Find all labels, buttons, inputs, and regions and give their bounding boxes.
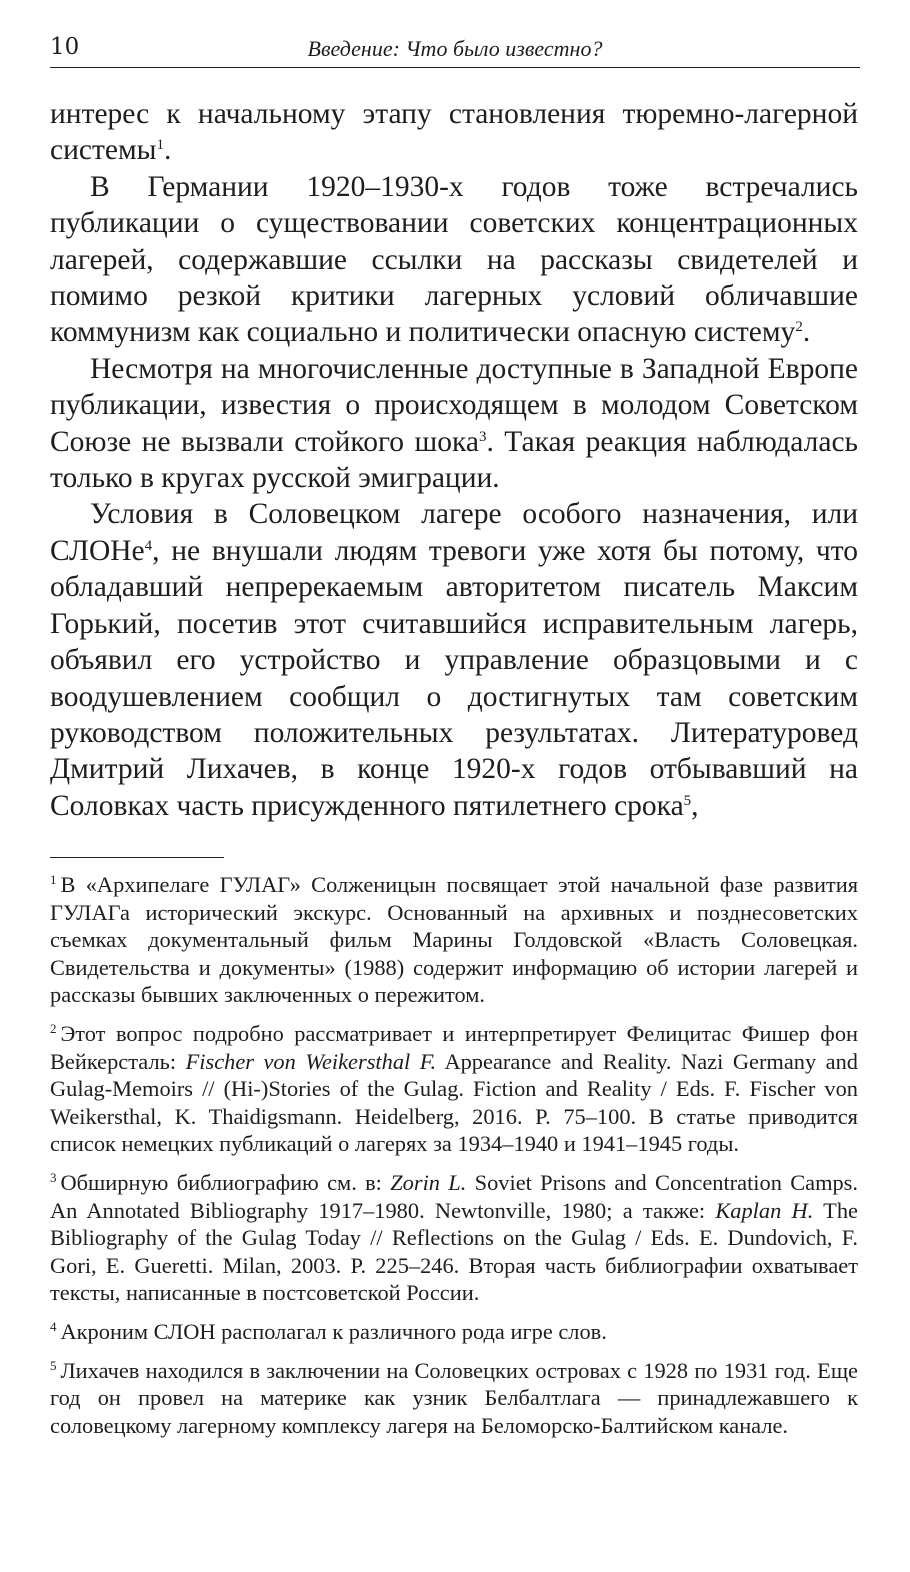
footnotes: [50, 866, 858, 1445]
page-number: 10: [50, 34, 80, 60]
paragraph-2: В Германии 1920–1930-х годов тоже встречались публикации о существовании советских концентрационных лагерей, содержавшие ссылки на рассказы свидетелей и помимо резкой критики лагерных условий обличавшие коммунизм как социально и политически опасную систему$^2$.: [50, 170, 858, 349]
paragraph-1: интерес к начальному этапу становления тюремно-лагерной системы$^1$.: [50, 98, 858, 167]
footnote-number: 5: [50, 1357, 57, 1373]
footnote-number: 4: [50, 1318, 57, 1334]
footnote-separator: [50, 857, 224, 858]
footnote-3: $^3$ Обширную библиографию см. в: Zorin L. Soviet Prisons and Concentration Camps. An Annotated Bibliography 1917–1980. Newtonville, 1980; а также: Kaplan H. The Bibliography of the Gulag Today // Reflections on the Gulag / Eds. E. Dundovich, F. Gori, E. Gueretti. Milan, 2003. P. 225–246. Вторая часть библиографии охватывает тексты, написанные в постсоветской России.: [50, 1169, 858, 1306]
footnote-ref-1[interactable]: 1: [156, 137, 164, 154]
footnote-ref-5[interactable]: 5: [683, 792, 692, 809]
paragraph-4: Условия в Соловецком лагере особого назначения, или СЛОНе$^4$, не внушали людям тревоги уже хотя бы потому, что обладавший непререкаемым авторитетом писатель Максим Горький, посетив этот считавшийся исправительным лагерь, объявил его устройство и управление образцовыми и с воодушевлением сообщил о достигнутых там советским руководством положительных результатах. Литературовед Дмитрий Лихачев, в конце 1920-х годов отбывавший на Соловках часть присужденного пятилетнего срока$^5$,: [50, 498, 858, 822]
footnote-number: 2: [50, 1020, 57, 1036]
footnote-number: 3: [50, 1169, 57, 1185]
footnote-4: $^4$ Акроним СЛОН располагал к различного рода игре слов.: [50, 1318, 607, 1344]
running-head: Введение: Что было известно?: [307, 36, 603, 61]
footnote-ref-2[interactable]: 2: [795, 319, 803, 336]
footnote-number: 1: [50, 872, 57, 887]
paragraph-3: Несмотря на многочисленные доступные в Западной Европе публикации, известия о происходящем в молодом Советском Союзе не вызвали стойкого шока$^3$. Такая реакция наблюдалась только в кругах русской эмиграции.: [50, 352, 858, 495]
footnote-5: $^5$ Лихачев находился в заключении на Соловецких островах с 1928 по 1931 год. Еще год он провел на материке как узник Белбалтлага — принадлежавшего к соловецкому лагерному комплексу лагеря на Беломорско-Балтийском канале.: [50, 1357, 858, 1438]
footnote-2: $^2$ Этот вопрос подробно рассматривает и интерпретирует Фелицитас Фишер фон Вейкерсталь: Fischer von Weikersthal F. Appearance and Reality. Nazi Germany and Gulag-Memoirs // (Hi-)Stories of the Gulag. Fiction and Reality / Eds. F. Fischer von Weikersthal, K. Thaidigsmann. Heidelberg, 2016. P. 75–100. В статье приводится список немецких публикаций о лагерях за 1934–1940 и 1941–1945 годы.: [50, 1020, 859, 1157]
header-rule: [50, 67, 860, 68]
page-header: [50, 34, 860, 70]
footnote-ref-3[interactable]: 3: [478, 428, 487, 445]
footnote-ref-4[interactable]: 4: [144, 537, 153, 554]
footnote-1: $^1$ В «Архипелаге ГУЛАГ» Солженицын посвящает этой начальной фазе развития ГУЛАГа исторический экскурс. Основанный на архивных и позднесоветских съемках документальный фильм Марины Голдовской «Власть Соловецкая. Свидетельства и документы» (1988) содержит информацию об истории лагерей и рассказы бывших заключенных о пережитом.: [50, 872, 858, 1008]
main-text: [50, 96, 858, 824]
